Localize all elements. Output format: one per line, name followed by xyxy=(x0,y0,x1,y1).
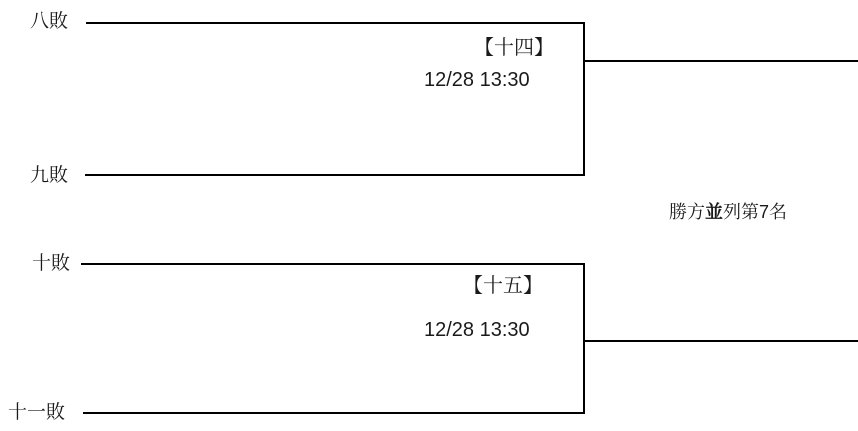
bracket-output-1 xyxy=(583,60,858,62)
team-slot-top-1: 八敗 xyxy=(30,11,69,32)
team-slot-bottom-1: 九敗 xyxy=(30,165,69,186)
bracket-vertical-2 xyxy=(583,263,585,414)
team-slot-bottom-2: 十一敗 xyxy=(8,402,66,423)
result-note-part-2: 並 xyxy=(705,202,723,222)
bracket-line-bottom-2 xyxy=(83,412,585,414)
match-label-1: 【十四】 xyxy=(474,37,554,59)
result-note xyxy=(669,203,787,221)
match-label-2: 【十五】 xyxy=(463,275,543,297)
match-datetime-1: 12/28 13:30 xyxy=(424,69,530,91)
result-note-part-3: 列第7名 xyxy=(723,202,788,222)
result-note-part-1: 勝方 xyxy=(669,202,705,222)
match-datetime-2: 12/28 13:30 xyxy=(424,319,530,341)
bracket-line-bottom-1 xyxy=(85,174,585,176)
bracket-line-top-1 xyxy=(86,22,585,24)
team-slot-top-2: 十敗 xyxy=(32,253,71,274)
bracket-line-top-2 xyxy=(81,263,585,265)
bracket-vertical-1 xyxy=(583,22,585,176)
bracket-output-2 xyxy=(583,340,858,342)
